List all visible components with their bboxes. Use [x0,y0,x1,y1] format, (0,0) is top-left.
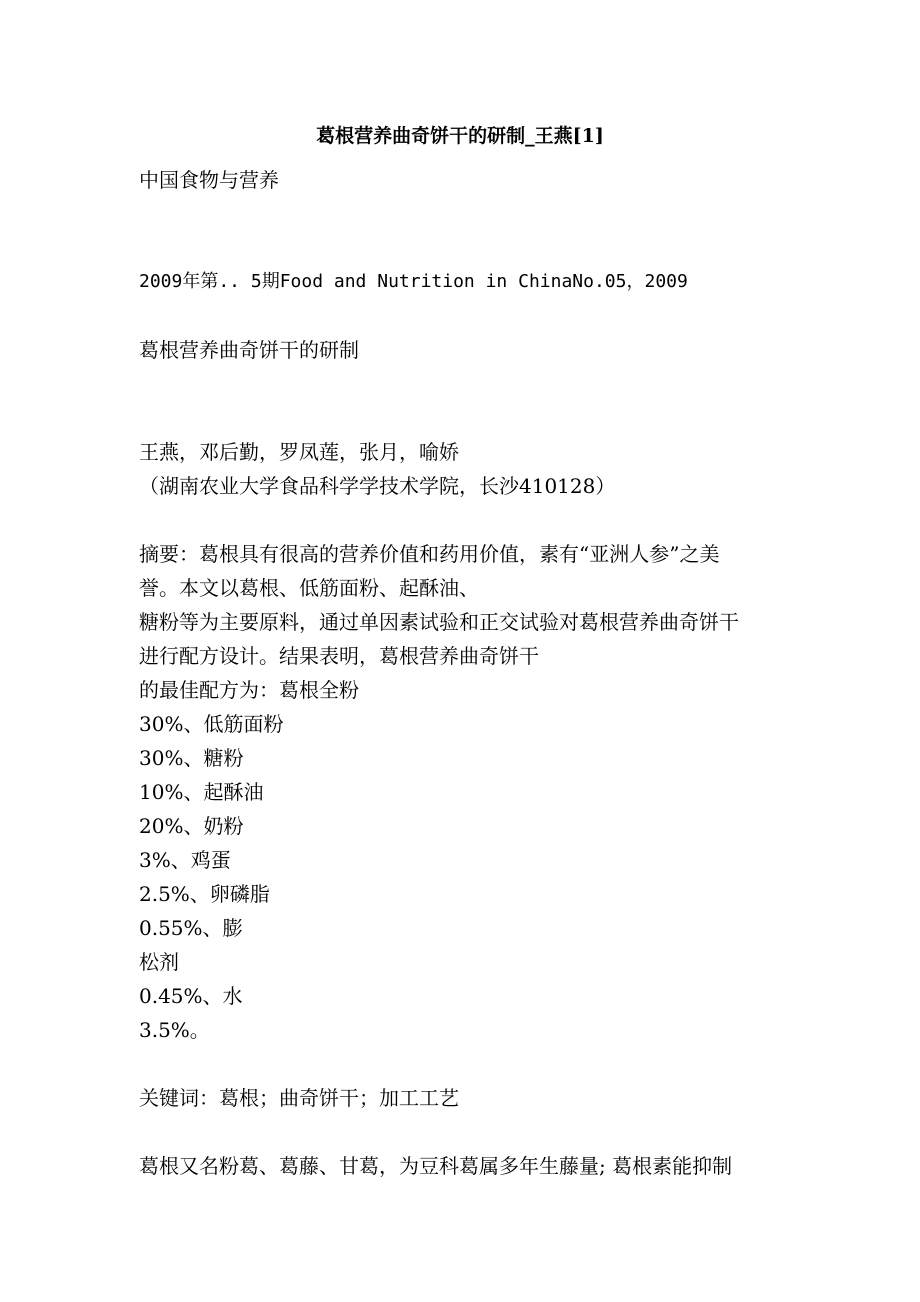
author-list: 王燕，邓后勤，罗凤莲，张月，喻娇 [139,440,459,464]
abstract-line: 3%、鸡蛋 [139,848,231,872]
journal-name: 中国食物与营养 [139,168,279,192]
abstract-line: 0.55%、膨 [139,916,243,940]
body-paragraph: 葛根又名粉葛、葛藤、甘葛，为豆科葛属多年生藤量; 葛根素能抑制 [139,1154,733,1178]
abstract-line: 的最佳配方为：葛根全粉 [139,678,359,702]
abstract-line: 10%、起酥油 [139,780,264,804]
abstract-line: 30%、低筋面粉 [139,712,284,736]
abstract-line: 进行配方设计。结果表明，葛根营养曲奇饼干 [139,644,539,668]
abstract-line: 松剂 [139,950,179,974]
abstract-line: 糖粉等为主要原料，通过单因素试验和正交试验对葛根营养曲奇饼干 [139,610,739,634]
abstract-line: 30%、糖粉 [139,746,244,770]
issue-line: 2009年第.. 5期Food and Nutrition in ChinaNo.05，2009 [139,271,688,292]
keywords: 关键词：葛根；曲奇饼干；加工工艺 [139,1086,459,1110]
document-title: 葛根营养曲奇饼干的研制_王燕[1] [316,125,604,147]
abstract-line: 3.5%。 [139,1018,210,1042]
article-title: 葛根营养曲奇饼干的研制 [139,338,359,362]
abstract-line: 20%、奶粉 [139,814,244,838]
abstract-line: 摘要：葛根具有很高的营养价值和药用价值，素有“亚洲人参”之美 [139,542,720,566]
affiliation: （湖南农业大学食品科学学技术学院，长沙410128） [139,474,616,498]
abstract-line: 0.45%、水 [139,984,243,1008]
abstract-line: 誉。本文以葛根、低筋面粉、起酥油、 [139,576,479,600]
abstract-line: 2.5%、卵磷脂 [139,882,270,906]
